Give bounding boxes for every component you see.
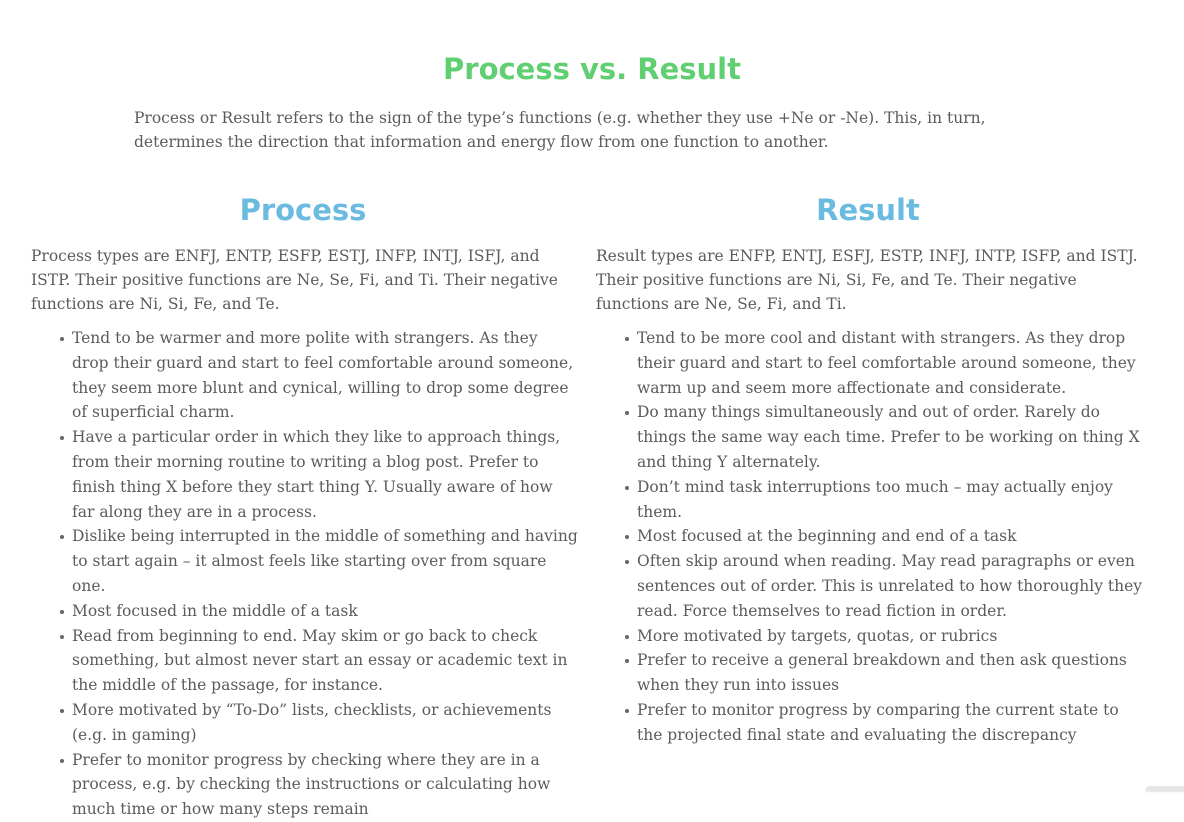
result-bullet-item: Often skip around when reading. May read paragraphs or even sentences out of order. This is unrelated to how thoroughly they read. Force themselves to read fiction in order. xyxy=(637,549,1149,623)
result-bullet-list xyxy=(596,326,1149,748)
process-bullet-item: Have a particular order in which they like to approach things, from their morning routine to writing a blog post. Prefer to finish thing X before they start thing Y. Usually aware of how far along they are in a process. xyxy=(72,425,579,524)
result-bullet-item: More motivated by targets, quotas, or rubrics xyxy=(637,624,1149,649)
process-bullet-item: Dislike being interrupted in the middle of something and having to start again – it almost feels like starting over from square one. xyxy=(72,524,579,598)
result-bullet-item: Tend to be more cool and distant with strangers. As they drop their guard and start to feel comfortable around someone, they warm up and seem more affectionate and considerate. xyxy=(637,326,1149,400)
page-title: Process vs. Result xyxy=(443,52,741,86)
result-column xyxy=(596,190,1149,748)
process-bullet-list xyxy=(31,326,579,822)
result-heading: Result xyxy=(816,193,920,227)
process-bullet-item: Most focused in the middle of a task xyxy=(72,599,579,624)
process-column xyxy=(31,190,579,822)
result-bullet-item: Do many things simultaneously and out of order. Rarely do things the same way each time. Prefer to be working on thing X and thing Y alternately. xyxy=(637,400,1149,474)
result-bullet-item: Don’t mind task interruptions too much – may actually enjoy them. xyxy=(637,475,1149,525)
process-heading: Process xyxy=(239,193,367,227)
corner-widget-edge[interactable] xyxy=(1146,787,1184,791)
result-bullet-item: Most focused at the beginning and end of a task xyxy=(637,524,1149,549)
process-description: Process types are ENFJ, ENTP, ESFP, ESTJ, INFP, INTJ, ISFJ, and ISTP. Their positive functions are Ne, Se, Fi, and Ti. Their negative functions are Ni, Si, Fe, and Te. xyxy=(31,247,558,313)
result-description: Result types are ENFP, ENTJ, ESFJ, ESTP, INFJ, INTP, ISFP, and ISTJ. Their positive functions are Ni, Si, Fe, and Te. Their negative functions are Ne, Se, Fi, and Ti. xyxy=(596,247,1138,313)
process-bullet-item: Tend to be warmer and more polite with strangers. As they drop their guard and start to feel comfortable around someone, they seem more blunt and cynical, willing to drop some degree of superficial charm. xyxy=(72,326,579,425)
process-bullet-item: Read from beginning to end. May skim or go back to check something, but almost never start an essay or academic text in the middle of the passage, for instance. xyxy=(72,624,579,698)
process-bullet-item: More motivated by “To-Do” lists, checklists, or achievements (e.g. in gaming) xyxy=(72,698,579,748)
intro-paragraph: Process or Result refers to the sign of the type’s functions (e.g. whether they use +Ne or -Ne). This, in turn, determines the direction that information and energy flow from one function to another. xyxy=(134,109,986,151)
result-bullet-item: Prefer to monitor progress by comparing the current state to the projected final state and evaluating the discrepancy xyxy=(637,698,1149,748)
process-bullet-item: Prefer to monitor progress by checking where they are in a process, e.g. by checking the instructions or calculating how much time or how many steps remain xyxy=(72,748,579,822)
result-bullet-item: Prefer to receive a general breakdown and then ask questions when they run into issues xyxy=(637,648,1149,698)
